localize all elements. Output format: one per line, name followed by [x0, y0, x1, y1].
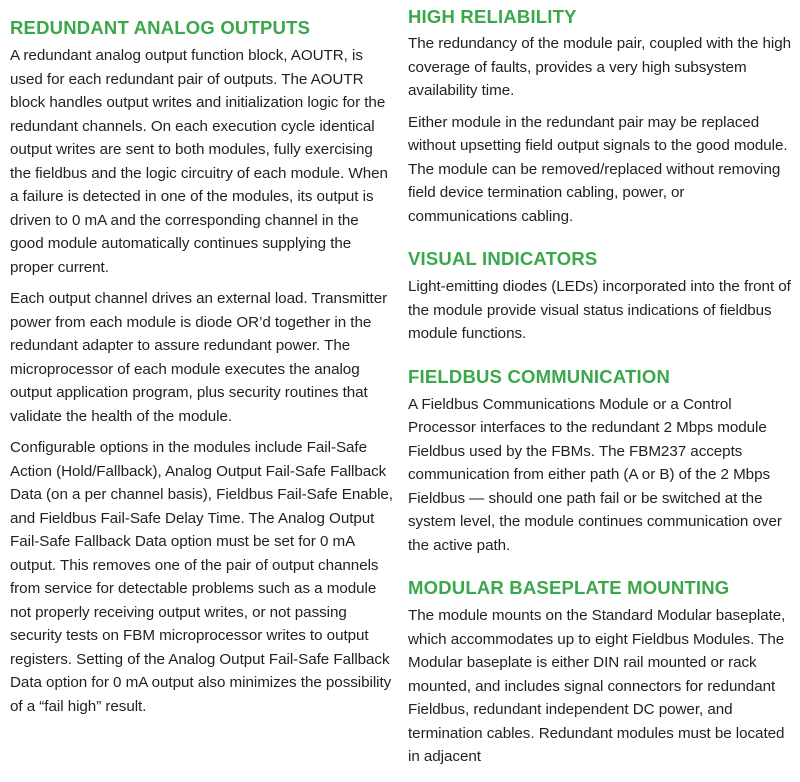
- paragraph-leds: Light-emitting diodes (LEDs) incorporated into the front of the module provide visual status indications of fieldbus module functions.: [408, 278, 791, 342]
- section-heading-modular-baseplate-mounting: MODULAR BASEPLATE MOUNTING: [408, 577, 730, 598]
- paragraph-redundancy-availability: The redundancy of the module pair, coupled with the high coverage of faults, provides a very high subsystem availability time.: [408, 35, 792, 99]
- section-heading-fieldbus-communication: FIELDBUS COMMUNICATION: [408, 365, 671, 387]
- paragraph-output-channel-load: Each output channel drives an external load. Transmitter power from each module is diode OR’d together in the redundant adapter to assure redundant power. The microprocessor of each module executes the analog output application program, plus security routines that validate the health of the module.: [10, 290, 388, 425]
- paragraph-fieldbus-communication: A Fieldbus Communications Module or a Control Processor interfaces to the redundant 2 Mbps module Fieldbus used by the FBMs. The FBM237 accepts communication from either path (A or B) of the 2 Mbps Fieldbus — should one path fail or be switched at the system level, the module continues communication over the active path.: [408, 395, 782, 554]
- paragraph-module-replacement: Either module in the redundant pair may be replaced without upsetting field output signals to the good module. The module can be removed/replaced without removing field device termination cabling, power, or communications cabling.: [408, 113, 788, 225]
- paragraph-baseplate-mounting: The module mounts on the Standard Modular baseplate, which accommodates up to eight Fieldbus Modules. The Modular baseplate is either DIN rail mounted or rack mounted, and includes signal connectors for redundant Fieldbus, redundant independent DC power, and termination cables. Redundant modules must be located in adjacent: [408, 607, 786, 765]
- section-heading-high-reliability: HIGH RELIABILITY: [408, 6, 577, 27]
- paragraph-configurable-options: Configurable options in the modules include Fail-Safe Action (Hold/Fallback), Analog Output Fail-Safe Fallback Data (on a per channel basis), Fieldbus Fail-Safe Enable, and Fieldbus Fail-Safe Delay Time. The Analog Output Fail-Safe Fallback Data option must be set for 0 mA output. This removes one of the pair of output channels from service for detectable problems such as a module not properly receiving output writes, or not passing security tests on FBM microprocessor writes to output registers. Setting of the Analog Output Fail-Safe Fallback Data option for 0 mA output also minimizes the possibility of a “fail high” result.: [10, 439, 393, 715]
- section-heading-visual-indicators: VISUAL INDICATORS: [408, 248, 598, 269]
- section-heading-redundant-analog-outputs: REDUNDANT ANALOG OUTPUTS: [10, 17, 311, 38]
- left-column: [10, 0, 395, 718]
- right-column: [408, 0, 793, 769]
- paragraph-aoutr-block: A redundant analog output function block, AOUTR, is used for each redundant pair of outputs. The AOUTR block handles output writes and initialization logic for the redundant channels. On each execution cycle identical output writes are sent to both modules, fully exercising the fieldbus and the logic circuitry of each module. When a failure is detected in one of the modules, its output is driven to 0 mA and the corresponding channel in the good module automatically continues supplying the proper current.: [10, 47, 388, 276]
